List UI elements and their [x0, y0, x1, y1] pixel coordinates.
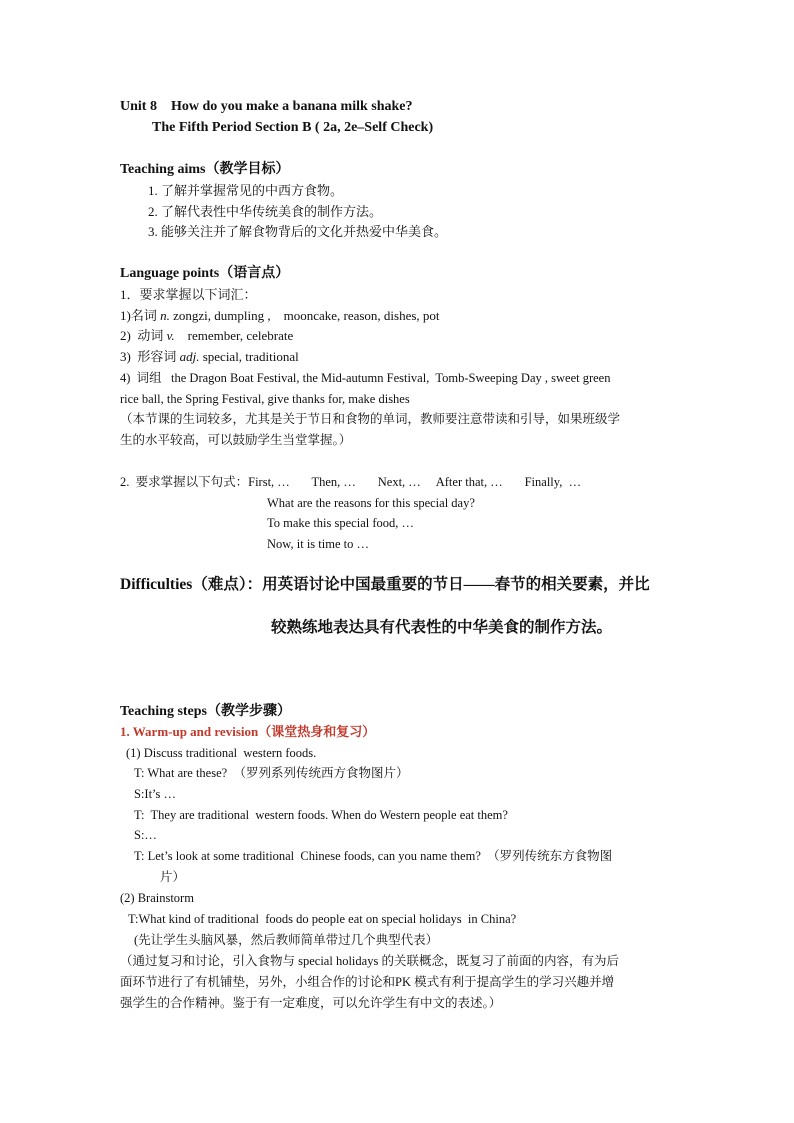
sentence-pattern-line: 2. 要求掌握以下句式：First, … Then, … Next, … After that, … Finally, …	[120, 475, 582, 489]
step-line: (2) Brainstorm	[120, 891, 194, 905]
vocab-note-line-2: 生的水平较高，可以鼓励学生当堂掌握。）	[120, 433, 352, 447]
adj-line	[120, 348, 299, 366]
phrases-line-1: 4) 词组 the Dragon Boat Festival, the Mid-autumn Festival, Tomb-Sweeping Day , sweet green	[120, 371, 611, 385]
sentence-pattern: What are the reasons for this special day?	[267, 496, 475, 510]
verbs-prefix: 2) 动词	[120, 328, 167, 343]
aim-item: 1. 了解并掌握常见的中西方食物。	[148, 183, 344, 198]
sentence-pattern: To make this special food, …	[267, 516, 415, 530]
aim-item: 2. 了解代表性中华传统美食的制作方法。	[148, 204, 383, 219]
aim-item: 3. 能够关注并了解食物背后的文化并热爱中华美食。	[148, 224, 448, 239]
adj-text: special, traditional	[199, 349, 299, 364]
adj-pos: adj.	[179, 349, 200, 364]
verbs-text: remember, celebrate	[174, 328, 294, 343]
step-line: T:What kind of traditional foods do people eat on special holidays in China?	[128, 912, 517, 926]
step-line: 面环节进行了有机铺垫，另外，小组合作的讨论和PK 模式有利于提高学生的学习兴趣并增	[120, 975, 615, 989]
steps-heading: Teaching steps（教学步骤）	[120, 704, 292, 719]
verbs-line	[120, 327, 293, 345]
language-heading: Language points（语言点）	[120, 266, 290, 281]
step-line: T: Let’s look at some traditional Chinese foods, can you name them? （罗列传统东方食物图	[134, 849, 613, 863]
step-line: (1) Discuss traditional western foods.	[126, 746, 317, 760]
nouns-prefix: 1)名词	[120, 308, 161, 323]
adj-prefix: 3) 形容词	[120, 349, 180, 364]
step-line: T: They are traditional western foods. When do Western people eat them?	[134, 808, 508, 822]
step-line: T: What are these? （罗列系列传统西方食物图片）	[134, 766, 409, 780]
step-line: S:…	[134, 828, 157, 842]
step-line: (先让学生头脑风暴，然后教师简单带过几个典型代表）	[134, 933, 439, 947]
unit-title: Unit 8 How do you make a banana milk shake?	[120, 99, 413, 114]
step-line: 强学生的合作精神。鉴于有一定难度，可以允许学生有中文的表述。）	[120, 996, 502, 1010]
aims-heading: Teaching aims（教学目标）	[120, 162, 290, 177]
period-subtitle: The Fifth Period Section B ( 2a, 2e–Self Check)	[152, 120, 434, 135]
vocab-subheading: 1．要求掌握以下词汇：	[120, 287, 257, 302]
vocab-note-line-1: （本节课的生词较多，尤其是关于节日和食物的单词，教师要注意带读和引导，如果班级学	[120, 412, 621, 426]
step1-heading: 1. Warm-up and revision（课堂热身和复习）	[120, 724, 376, 739]
verbs-pos: v.	[166, 328, 175, 343]
step-line: S:It’s …	[134, 787, 177, 801]
phrases-line-2: rice ball, the Spring Festival, give thanks for, make dishes	[120, 392, 410, 406]
step-line: （通过复习和讨论，引入食物与 special holidays 的关联概念，既复习了前面的内容，有为后	[120, 954, 619, 968]
sentence-pattern: Now, it is time to …	[267, 537, 369, 551]
nouns-line	[120, 307, 440, 325]
step-line: 片）	[160, 870, 186, 884]
difficulties-line-2: 较熟练地表达具有代表性的中华美食的制作方法。	[271, 619, 613, 636]
nouns-pos: n.	[160, 308, 170, 323]
nouns-text: zongzi, dumpling , mooncake, reason, dishes, pot	[169, 308, 440, 323]
difficulties-line-1: Difficulties（难点）：用英语讨论中国最重要的节日——春节的相关要素，并比	[120, 576, 650, 593]
